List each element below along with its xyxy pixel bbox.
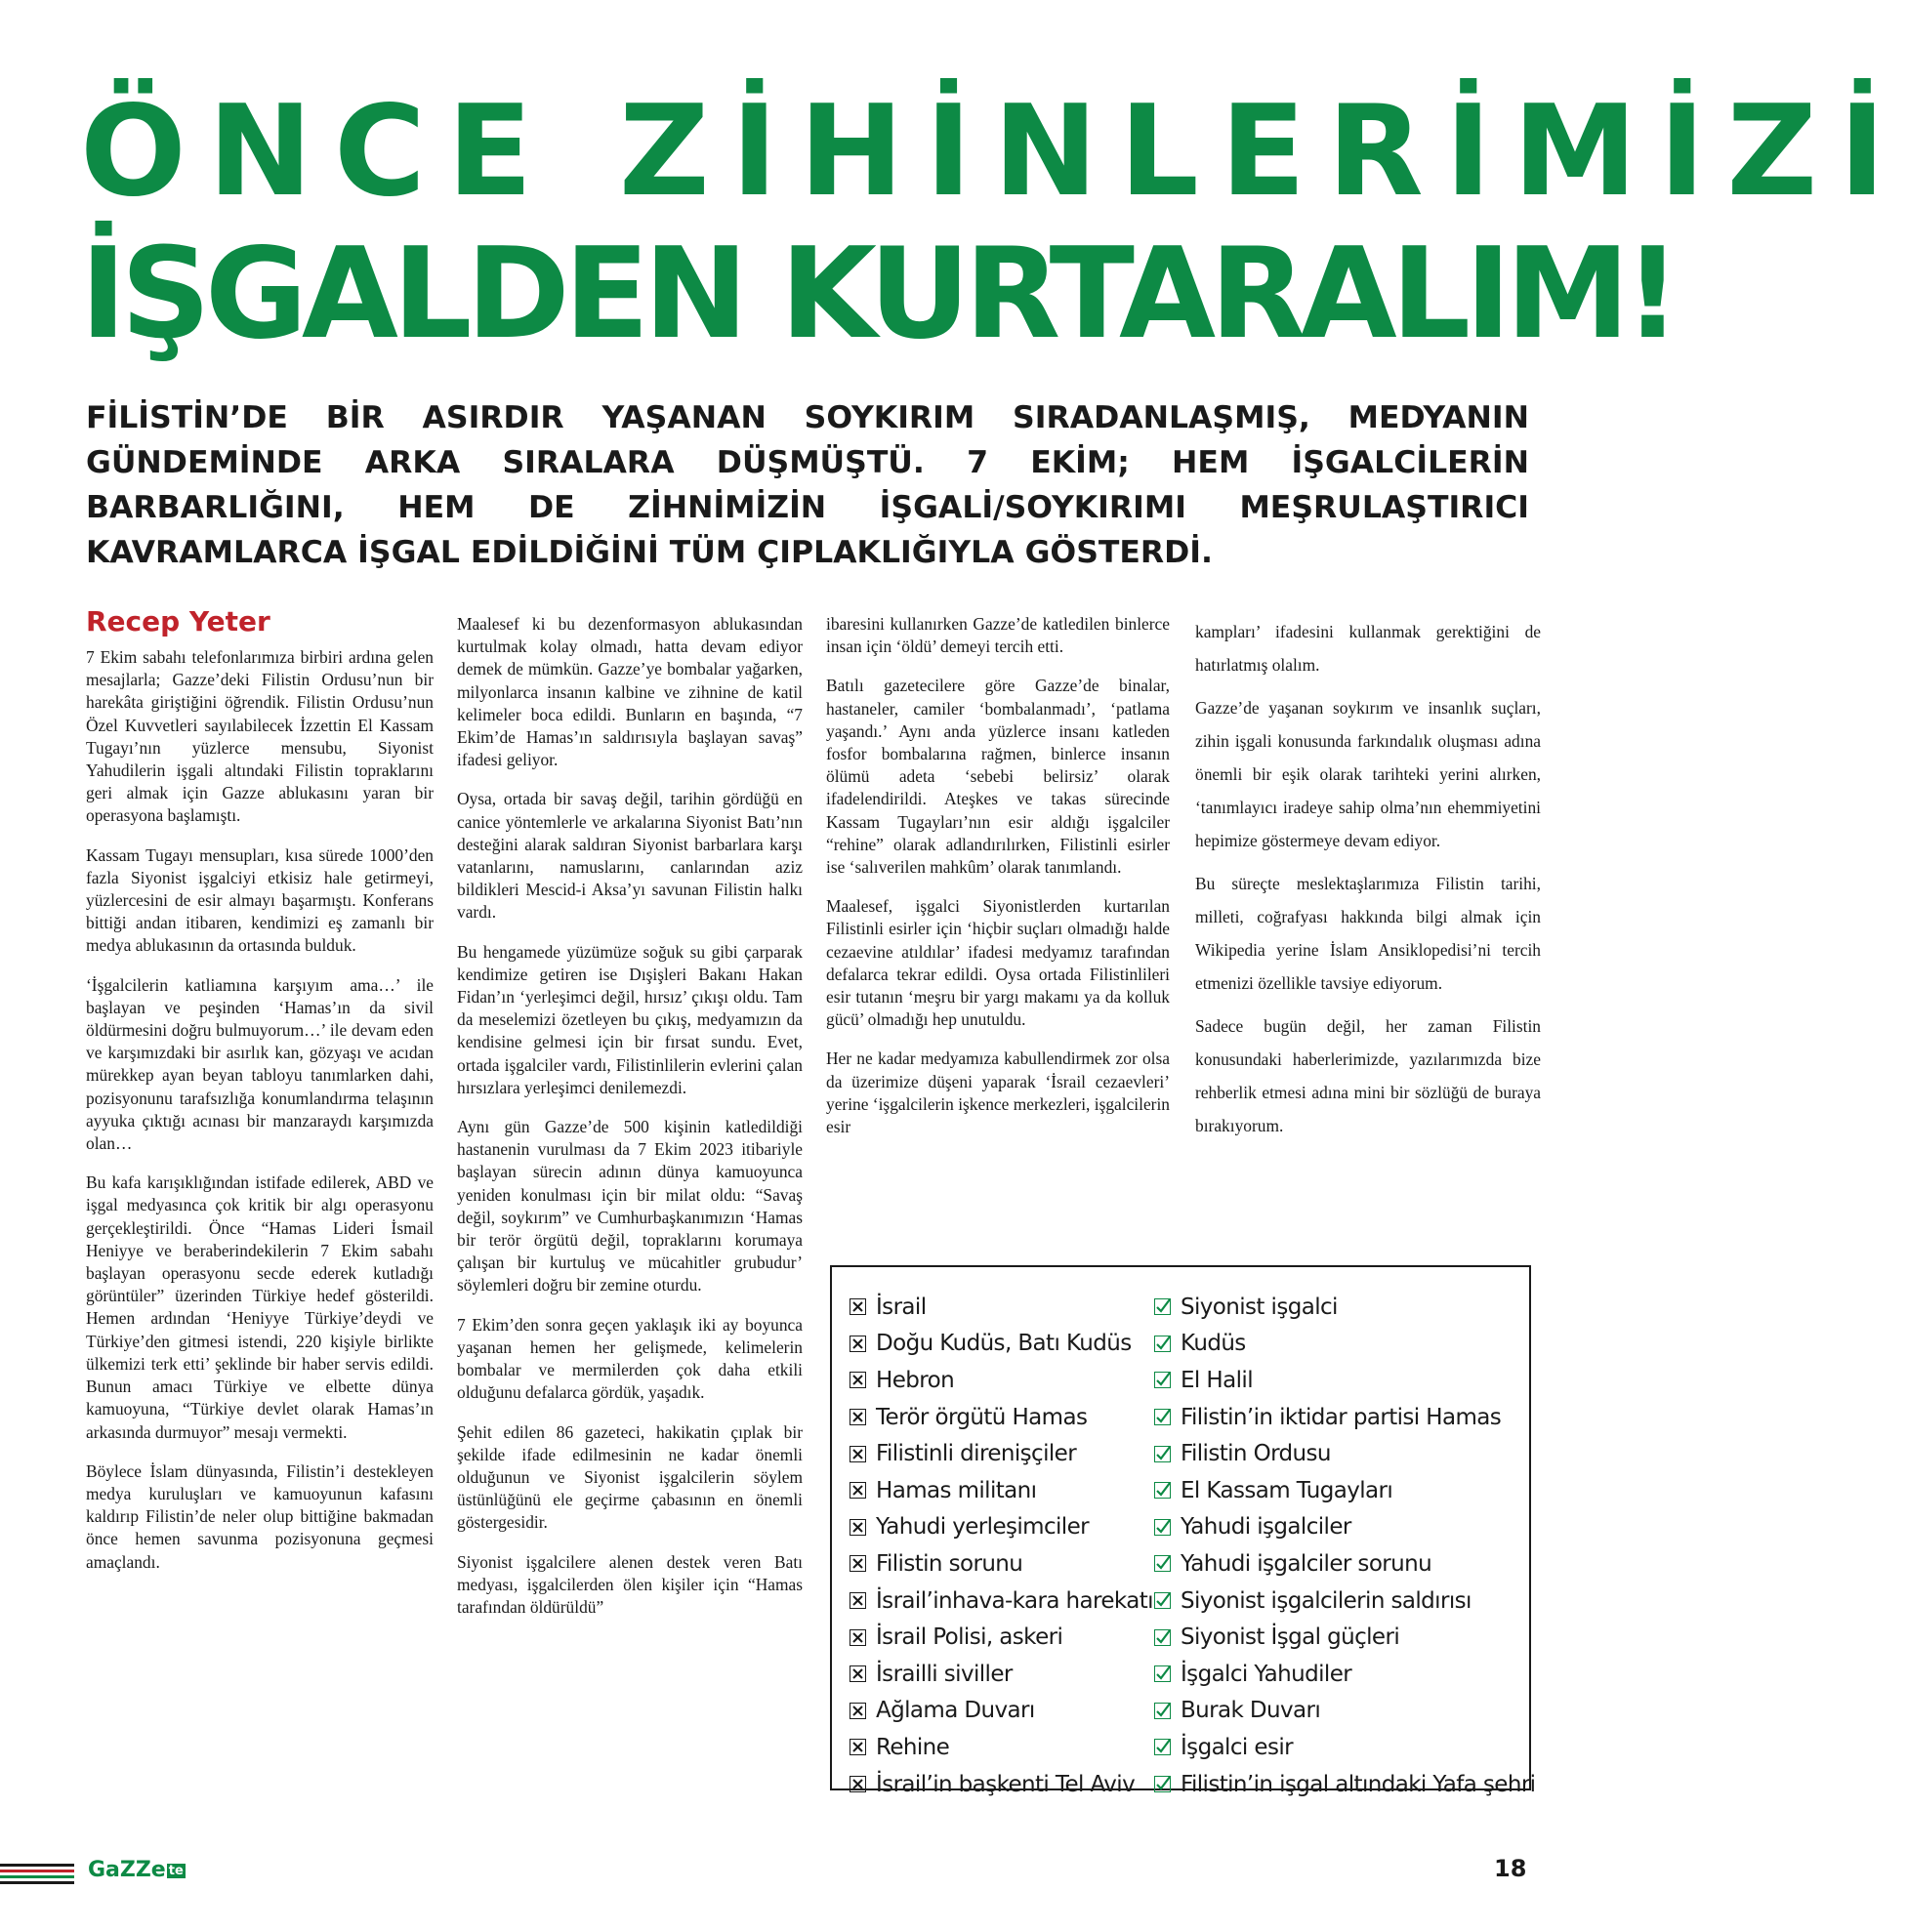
glossary-correct-item bbox=[1154, 1435, 1529, 1472]
glossary-term: Hamas militanı bbox=[876, 1477, 1037, 1503]
x-box-icon bbox=[850, 1446, 866, 1462]
footer-stripes-decoration bbox=[0, 1863, 74, 1884]
glossary-wrong-item bbox=[850, 1583, 1153, 1620]
article-paragraph: Maalesef ki bu dezenformasyon ablukasından kurtulmak kolay olmadı, hatta devam ediyor demek de mümkün. Gazze’ye bombalar yağarken, milyonlarca insanın kalbine ve zihnine de katil kelimeler boca edildi. Bunların en başında, “7 Ekim’de Hamas’ın saldırısıyla başlayan savaş” ifadesi geliyor. bbox=[457, 614, 803, 770]
magazine-logo bbox=[88, 1858, 186, 1882]
glossary-correct-item bbox=[1154, 1289, 1529, 1326]
glossary-term: Siyonist işgalcilerin saldırısı bbox=[1181, 1587, 1472, 1614]
article-paragraph: Her ne kadar medyamıza kabullendirmek zor olsa da üzerimize düşeni yaparak ‘İsrail cezaevleri’ yerine ‘işgalcilerin işkence merkezleri, işgalcilerin esir bbox=[826, 1048, 1170, 1137]
glossary-correct-item bbox=[1154, 1729, 1529, 1766]
article-paragraph: Oysa, ortada bir savaş değil, tarihin gördüğü en canice yöntemlerle ve arkalarına Siyonist Batı’nın desteğini alarak saldıran Siyonist barbarlara karşı vatanlarını, namuslarını, canlarından aziz bildikleri Mescid-i Aksa’yı savunan Filistin halkı vardı. bbox=[457, 789, 803, 923]
glossary-term: İşgalci Yahudiler bbox=[1181, 1661, 1352, 1687]
check-box-icon bbox=[1154, 1372, 1171, 1388]
glossary-term: Ağlama Duvarı bbox=[876, 1698, 1035, 1724]
x-box-icon bbox=[850, 1665, 866, 1682]
glossary-wrong-item bbox=[850, 1326, 1142, 1363]
glossary-term: Filistinli direnişçiler bbox=[876, 1441, 1077, 1467]
glossary-term: Filistin’in işgal altındaki Yafa şehri bbox=[1181, 1771, 1536, 1797]
glossary-correct-item bbox=[1154, 1619, 1529, 1656]
check-box-icon bbox=[1154, 1555, 1171, 1572]
lede-paragraph: FİLİSTİN’DE BİR ASIRDIR YAŞANAN SOYKIRIM SIRADANLAŞMIŞ, MEDYANIN GÜNDEMİNDE ARKA SIRALARA DÜŞMÜŞTÜ. 7 EKİM; HEM İŞGALCİLERİN BARBARLIĞINI, HEM DE ZİHNİMİZİN İŞGALİ/SOYKIRIMI MEŞRULAŞTIRICI KAVRAMLARCA İŞGAL EDİLDİĞİNİ TÜM ÇIPLAKLIĞIYLA GÖSTERDİ. bbox=[86, 400, 1529, 570]
check-box-icon bbox=[1154, 1592, 1171, 1609]
glossary-term: Filistin sorunu bbox=[876, 1550, 1023, 1577]
glossary-wrong-item bbox=[850, 1766, 1142, 1803]
article-paragraph: kampları’ ifadesini kullanmak gerektiğini de hatırlatmış olalım. bbox=[1195, 622, 1541, 675]
glossary-wrong-item bbox=[850, 1509, 1142, 1546]
glossary-term: Siyonist İşgal güçleri bbox=[1181, 1624, 1400, 1651]
glossary-term: Filistin’in iktidar partisi Hamas bbox=[1181, 1404, 1502, 1430]
article-paragraph: 7 Ekim sabahı telefonlarımıza birbiri ardına gelen mesajlarla; Gazze’deki Filistin Ordusu’nun bir harekâta giriştiğini öğrendik. Filistin Ordusu’nun Özel Kuvvetleri sayılabilecek İzzettin El Kassam Tugayı’nın yüzlerce mensubu, Siyonist Yahudilerin işgali altındaki Filistin topraklarını geri almak için Gazze ablukasını yaran bir operasyona başlamıştı. bbox=[86, 647, 434, 826]
glossary-term: İsrail’in başkenti Tel Aviv bbox=[876, 1771, 1136, 1797]
headline-line-2: İŞGALDEN KURTARALIM! bbox=[80, 222, 1676, 367]
glossary-wrong-item bbox=[850, 1729, 1142, 1766]
check-box-icon bbox=[1154, 1739, 1171, 1755]
article-paragraph: ‘İşgalcilerin katliamına karşıyım ama…’ ile başlayan ve peşinden ‘Hamas’ın da sivil öldürmesini doğru bulmuyorum…’ ile devam eden ve karşımızdaki bir asırlık kan, gözyaşı ve acıdan mürekkep ayan beyan tabloyu tanımlarken dahi, pozisyonunu tarafsızlığa konumlandırma telaşının ayyuka çıktığı acınası bir manzaraydı karşımızda olan… bbox=[86, 974, 434, 1154]
article-column-2 bbox=[457, 613, 803, 1635]
article-column-4 bbox=[1195, 615, 1541, 1152]
glossary-wrong-item bbox=[850, 1399, 1142, 1436]
article-paragraph: Kassam Tugayı mensupları, kısa sürede 1000’den fazla Siyonist işgalciyi etkisiz hale getirmeyi, yüzlercesini de esir almayı başarmıştı. Konferans bittiği andan itibaren, kendimizi eş zamanlı bir medya ablukasının da ortasında bulduk. bbox=[86, 844, 434, 956]
article-paragraph: Bu kafa karışıklığından istifade edilerek, ABD ve işgal medyasınca çok kritik bir algı operasyonu gerçekleştirildi. Önce “Hamas Lideri İsmail Heniyye ve beraberindekilerin 7 Ekim sabahı başlayan operasyonu secde ederek kutladığı görüntüler” üzerinden Türkiye hedef gösterildi. Hemen ardından ‘Heniyye Türkiye’deydi ve Türkiye’den gitmesi istendi, 220 kişiyle birlikte ülkemizi terk etti’ şeklinde bir haber servis edildi. Bunun amacı Türkiye ve elbette dünya kamuoyuna, “Türkiye devlet olarak Hamas’ın arkasında durmuyor” mesajı vermekti. bbox=[86, 1172, 434, 1442]
glossary-term: Hebron bbox=[876, 1367, 955, 1393]
x-box-icon bbox=[850, 1372, 866, 1388]
glossary-wrong-item bbox=[850, 1545, 1142, 1583]
check-box-icon bbox=[1154, 1482, 1171, 1499]
glossary-wrong-item bbox=[850, 1435, 1142, 1472]
glossary-term: Burak Duvarı bbox=[1181, 1698, 1321, 1724]
x-box-icon bbox=[850, 1482, 866, 1499]
glossary-term: İsrail bbox=[876, 1294, 927, 1320]
glossary-correct-item bbox=[1154, 1326, 1529, 1363]
x-box-icon bbox=[850, 1703, 866, 1719]
glossary-term: El Kassam Tugayları bbox=[1181, 1477, 1393, 1503]
glossary-correct-item bbox=[1154, 1362, 1529, 1399]
glossary-correct-item bbox=[1154, 1545, 1529, 1583]
x-box-icon bbox=[850, 1555, 866, 1572]
glossary-term: İşgalci esir bbox=[1181, 1734, 1293, 1760]
glossary-wrong-item bbox=[850, 1619, 1142, 1656]
glossary-wrong-terms bbox=[850, 1289, 1153, 1802]
glossary-term: El Halil bbox=[1181, 1367, 1253, 1393]
x-box-icon bbox=[850, 1409, 866, 1425]
glossary-term: Yahudi işgalciler bbox=[1181, 1514, 1351, 1541]
x-box-icon bbox=[850, 1739, 866, 1755]
article-paragraph: Batılı gazetecilere göre Gazze’de binalar, hastaneler, camiler ‘bombalanmadı’, ‘patlama yaşandı.’ Aynı anda yüzlerce insanı katleden fosfor bombalarına rağmen, binlerce insanın ölümü adeta ‘sebebi belirsiz’ olarak ifadelendirildi. Ateşkes ve takas sürecinde Kassam Tugayları’nın esir aldığı işgalciler “rehine” olarak adlandırılırken, Filistinli esirler ise ‘salıverilen mahkûm’ olarak tanımlandı. bbox=[826, 676, 1170, 878]
author-name: Recep Yeter bbox=[86, 605, 270, 637]
check-box-icon bbox=[1154, 1446, 1171, 1462]
article-paragraph: Şehit edilen 86 gazeteci, hakikatin çıplak bir şekilde ifade edilmesinin ne kadar önemli olduğunun ve Siyonist işgalcilerin söylem üstünlüğünü ele geçirme çabasının en önemli göstergesidir. bbox=[457, 1421, 803, 1533]
article-paragraph: Aynı gün Gazze’de 500 kişinin katledildiği hastanenin vurulması da 7 Ekim 2023 itibariyle başlayan sürecin adının dünya kamuoyunca yeniden konulması için bir milat oldu: “Savaş değil, soykırım” ve Cumhurbaşkanımızın ‘Hamas bir terör örgütü değil, topraklarını korumaya çalışan bir kurtuluş ve mücahitler grubudur’ söylemleri doğru bir zemine oturdu. bbox=[457, 1117, 803, 1295]
glossary-term: İsrail’inhava-kara harekatı bbox=[876, 1587, 1153, 1614]
article-column-1 bbox=[86, 605, 434, 1590]
article-paragraph: 7 Ekim’den sonra geçen yaklaşık iki ay boyunca yaşanan hemen her gelişmede, kelimelerin bombalar ve mermilerden çok daha etkili olduğunu defalarca gördük, yaşadık. bbox=[457, 1314, 803, 1403]
x-box-icon bbox=[850, 1519, 866, 1536]
glossary-wrong-item bbox=[850, 1656, 1142, 1693]
glossary-term: Siyonist işgalci bbox=[1181, 1294, 1338, 1320]
check-box-icon bbox=[1154, 1298, 1171, 1315]
check-box-icon bbox=[1154, 1629, 1171, 1646]
glossary-correct-item bbox=[1154, 1766, 1536, 1803]
article-paragraph: Siyonist işgalcilere alenen destek veren Batı medyası, işgalcilerden ölen kişiler için “Hamas tarafından öldürüldü” bbox=[457, 1551, 803, 1617]
glossary-box bbox=[830, 1265, 1536, 1797]
glossary-correct-terms bbox=[1154, 1289, 1536, 1802]
logo-tag: te bbox=[168, 1863, 184, 1878]
glossary-term: Rehine bbox=[876, 1734, 950, 1760]
logo-wordmark: GaZZe bbox=[88, 1858, 166, 1882]
article-paragraph: Maalesef, işgalci Siyonistlerden kurtarılan Filistinli esirler için ‘hiçbir suçları olmadığı halde cezaevine atıldılar’ ifadesi medyamız tarafından defalarca tekrar edildi. Oysa ortada Filistinlileri esir tutanın ‘meşru bir yargı makamı ya da kolluk gücü’ olmadığı hep unutuldu. bbox=[826, 896, 1170, 1030]
glossary-wrong-item bbox=[850, 1472, 1142, 1509]
glossary-term: Kudüs bbox=[1181, 1331, 1246, 1357]
glossary-term: Filistin Ordusu bbox=[1181, 1441, 1331, 1467]
glossary-correct-item bbox=[1154, 1656, 1529, 1693]
glossary-term: Terör örgütü Hamas bbox=[876, 1404, 1088, 1430]
glossary-term: Yahudi yerleşimciler bbox=[876, 1514, 1090, 1541]
check-box-icon bbox=[1154, 1336, 1171, 1352]
x-box-icon bbox=[850, 1629, 866, 1646]
check-box-icon bbox=[1154, 1703, 1171, 1719]
article-paragraph: ibaresini kullanırken Gazze’de katledilen binlerce insan için ‘öldü’ demeyi tercih etti. bbox=[826, 614, 1170, 657]
glossary-correct-item bbox=[1154, 1583, 1529, 1620]
glossary-term: İsrail Polisi, askeri bbox=[876, 1624, 1063, 1651]
x-box-icon bbox=[850, 1336, 866, 1352]
x-box-icon bbox=[850, 1298, 866, 1315]
article-paragraph: Bu hengamede yüzümüze soğuk su gibi çarparak kendimize getiren ise Dışişleri Bakanı Hakan Fidan’ın ‘yerleşimci değil, hırsız’ çıkışı oldu. Tam da meselemizi özetleyen bu çıkış, medyamızın da kendisine gelmesi için bir fırsat sundu. Evet, ortada işgalciler vardı, Filistinlilerin evlerini çalan hırsızlara yerleşimci denilemezdi. bbox=[457, 941, 803, 1097]
check-box-icon bbox=[1154, 1665, 1171, 1682]
article-paragraph: Böylece İslam dünyasında, Filistin’i destekleyen medya kuruluşları ve kamuoyunun kafasını kaldırıp Filistin’de neler olup bittiğine bakmadan önce hemen savunma pozisyonuna geçmesi amaçlandı. bbox=[86, 1460, 434, 1572]
glossary-term: Yahudi işgalciler sorunu bbox=[1181, 1550, 1432, 1577]
glossary-correct-item bbox=[1154, 1472, 1529, 1509]
check-box-icon bbox=[1154, 1519, 1171, 1536]
article-paragraph: Gazze’de yaşanan soykırım ve insanlık suçları, zihin işgali konusunda farkındalık oluşması adına önemli bir eşik olarak tarihteki yerini alırken, ‘tanımlayıcı iradeye sahip olma’nın ehemmiyetini hepimize göstermeye devam ediyor. bbox=[1195, 698, 1541, 850]
check-box-icon bbox=[1154, 1409, 1171, 1425]
glossary-term: Doğu Kudüs, Batı Kudüs bbox=[876, 1331, 1132, 1357]
glossary-term: İsrailli siviller bbox=[876, 1661, 1013, 1687]
x-box-icon bbox=[850, 1592, 866, 1609]
x-box-icon bbox=[850, 1776, 866, 1792]
article-column-3 bbox=[826, 613, 1170, 1155]
page-number: 18 bbox=[1494, 1855, 1527, 1882]
glossary-wrong-item bbox=[850, 1289, 1142, 1326]
glossary-wrong-item bbox=[850, 1362, 1142, 1399]
glossary-wrong-item bbox=[850, 1693, 1142, 1730]
article-paragraph: Sadece bugün değil, her zaman Filistin konusundaki haberlerimizde, yazılarımızda bize rehberlik etmesi adına mini bir sözlüğü de buraya bırakıyorum. bbox=[1195, 1016, 1541, 1135]
glossary-correct-item bbox=[1154, 1509, 1529, 1546]
glossary-correct-item bbox=[1154, 1399, 1529, 1436]
check-box-icon bbox=[1154, 1776, 1171, 1792]
article-paragraph: Bu süreçte meslektaşlarımıza Filistin tarihi, milleti, coğrafyası hakkında bilgi almak için Wikipedia yerine İslam Ansiklopedisi’ni tercih etmenizi özellikle tavsiye ediyorum. bbox=[1195, 874, 1541, 993]
glossary-correct-item bbox=[1154, 1693, 1529, 1730]
headline-line-1: ÖNCE ZİHİNLERİMİZİ bbox=[80, 79, 1907, 225]
